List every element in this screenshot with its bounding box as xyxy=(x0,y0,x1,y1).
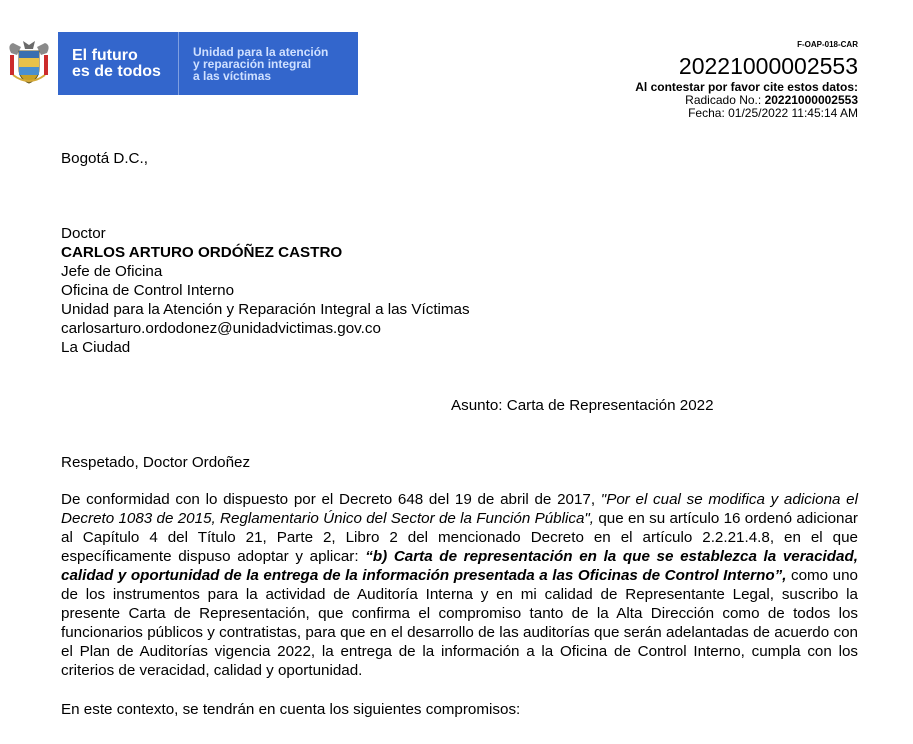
decree-title-quote: "Por el cual se modifica y adiciona el Decreto 1083 de 2015, Reglamentario Único del Sector de la Función Pública", xyxy=(61,491,859,527)
filing-number: 20221000002553 xyxy=(678,53,858,79)
colombia-coat-of-arms-icon xyxy=(7,39,51,89)
recipient-name: CARLOS ARTURO ORDÓÑEZ CASTRO xyxy=(61,244,343,261)
place-date: Bogotá D.C., xyxy=(61,150,148,167)
entity-line-3: a las víctimas xyxy=(193,68,272,83)
recipient-city: La Ciudad xyxy=(61,339,131,356)
recipient-block xyxy=(61,224,858,357)
government-slogan xyxy=(58,32,178,95)
recipient-email: carlosarturo.ordodonez@unidadvictimas.gov.co xyxy=(61,320,381,337)
crest-container xyxy=(0,32,58,95)
paragraph-1-text-a: De conformidad con lo dispuesto por el Decreto 648 del 19 de abril de 2017, xyxy=(61,491,601,508)
entity-name xyxy=(178,32,358,95)
paragraph-1-text-c: como uno de los instrumentos para la actividad de Auditoría Interna y en mi calidad de Representante Legal, suscribo la presente Carta de Representación, que confirma el compromiso tanto de la Alta Dirección como de todos los funcionarios públicos y contratistas, para que en el desarrollo de las auditorías que serán adelantadas de acuerdo con el Plan de Auditorías vigencia 2022, la entrega de la información a la Oficina de Control Interno, cumpla con los criterios de veracidad, calidad y oportunidad. xyxy=(61,567,859,679)
greeting: Respetado, Doctor Ordoñez xyxy=(61,454,251,471)
filing-date: Fecha: 01/25/2022 11:45:14 AM xyxy=(688,106,858,120)
radicado-label: Radicado No.: xyxy=(685,93,765,107)
recipient-position: Jefe de Oficina xyxy=(61,263,163,280)
body-paragraph-2: En este contexto, se tendrán en cuenta los siguientes compromisos: xyxy=(61,701,521,718)
body-paragraph-1 xyxy=(61,490,858,680)
radicado-value: 20221000002553 xyxy=(764,93,858,107)
slogan-line-2: es de todos xyxy=(72,62,161,80)
header-banner xyxy=(0,32,358,95)
entity-line-1: Unidad para la atención xyxy=(193,44,329,59)
filing-reference xyxy=(635,38,858,120)
decree-provision-quote: “b) Carta de representación en la que se establezca la veracidad, calidad y oportunidad de la entrega de la información presentada a las Oficinas de Control Interno”, xyxy=(61,548,858,584)
recipient-organization: Unidad para la Atención y Reparación Integral a las Víctimas xyxy=(61,301,470,318)
paragraph-1-text-b: que en su artículo 16 ordenó adicionar al Capítulo 4 del Título 21, Parte 2, Libro 2 del mencionado Decreto en el artículo 2.2.21.4.8, en el que específicamente dispuso adoptar y aplicar: xyxy=(61,510,858,565)
recipient-title: Doctor xyxy=(61,225,106,242)
entity-line-2: y reparación integral xyxy=(193,56,312,71)
slogan-line-1: El futuro xyxy=(72,46,138,64)
form-code: F-OAP-018-CAR xyxy=(797,40,858,49)
cite-note: Al contestar por favor cite estos datos: xyxy=(635,80,858,94)
subject-line: Asunto: Carta de Representación 2022 xyxy=(451,397,714,414)
recipient-office: Oficina de Control Interno xyxy=(61,282,235,299)
